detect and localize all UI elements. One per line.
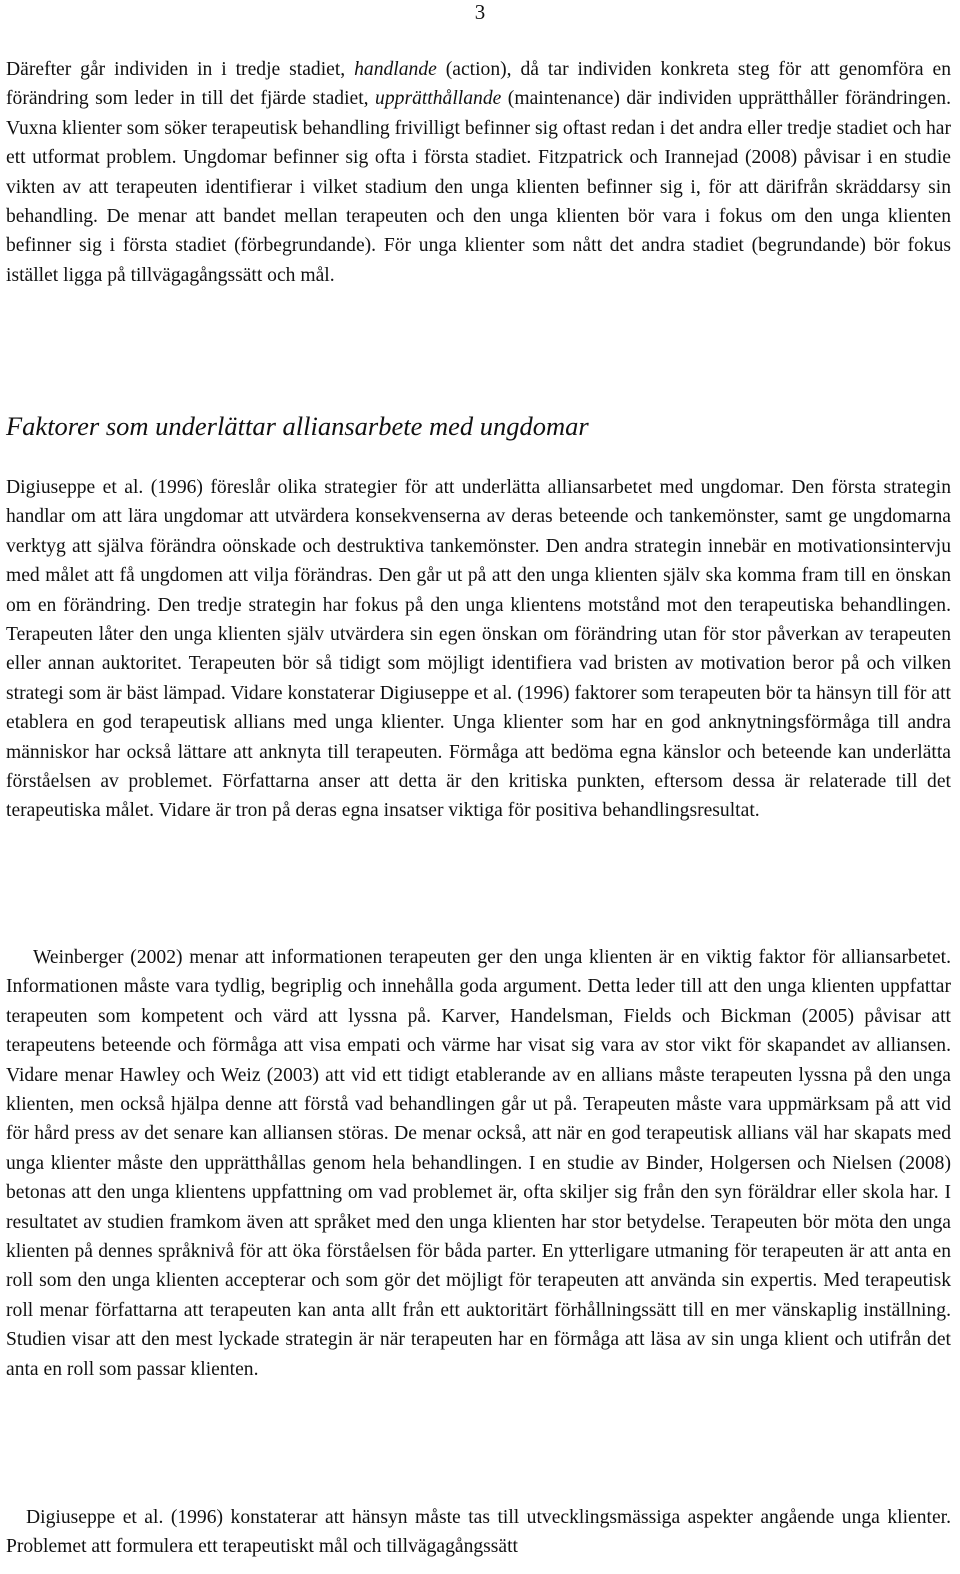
paragraph-information: Weinberger (2002) menar att informationen terapeuten ger den unga klienten är en viktig faktor för alliansarbetet. Informationen måste vara tydlig, begriplig och innehålla goda argument. Detta leder till att den unga klienten uppfattar terapeuten som kompetent och värd att lyssna på. Karver, Handelsman, Fields och Bickman (2005) påvisar att terapeutens beteende och förmåga att visa empati och värme har visat sig vara av stor vikt för skapandet av alliansen. Vidare menar Hawley och Weiz (2003) att vid ett tidigt etablerande av en allians måste terapeuten lyssna på den unga klienten, men också hjälpa denne att förstå vad behandlingen går ut på. Terapeuten måste vara uppmärksam på att vid för hård press av det senare kan alliansen störas. De menar också, att när en god terapeutisk allians väl har skapats med unga klienter måste den upprätthållas genom hela behandlingen. I en studie av Binder, Holgersen och Nielsen (2008) betonas att den unga klientens uppfattning om vad problemet är, ofta skiljer sig från den syn föräldrar eller skola har. I resultatet av studien framkom även att språket med den unga klienten har stor betydelse. Terapeuten bör möta den unga klienten på dennes språknivå för att öka förståelsen för båda parter. En ytterligare utmaning för terapeuten är att anta en roll som den unga klienten accepterar och som gör det möjligt för terapeuten att använda sin expertis. Med terapeutisk roll menar författarna att terapeuten kan anta allt från ett auktoritärt förhållningssätt till en mer vänskaplig inställning. Studien visar att den mest lyckade strategin är när terapeuten har en förmåga att läsa av sin unga klient och utifrån det anta en roll som passar klienten. — [6, 947, 951, 1380]
page-number: 3 — [474, 0, 486, 24]
term-uppratthallande: upprätthållande — [375, 88, 502, 110]
paragraph-text: (maintenance) där individen upprätthåller förändringen. Vuxna klienter som söker terapeutisk behandling frivilligt befinner sig oftast redan i det andra eller tredje stadiet och har ett utformat problem. Ungdomar befinner sig ofta i första stadiet. Fitzpatrick och Irannejad (2008) påvisar i en studie vikten av att terapeuten identifierar i vilket stadium den unga klienten befinner sig i, för att därifrån skräddarsy sin behandling. De menar att bandet mellan terapeuten och den unga klienten bör vara i fokus om den unga klienten befinner sig i första stadiet (förbegrundandе). För unga klienter som nått det andra stadiet (begrundande) bör fokus istället ligga på tillvägagångssätt och mål. — [6, 88, 951, 286]
term-handlande: handlande — [354, 59, 437, 80]
paragraph-stages — [6, 55, 951, 290]
paragraph-text: (action), då tar individen konkreta steg för att genomföra en förändring som leder in till det fjärde stadiet, — [6, 59, 951, 110]
section-heading: Faktorer som underlättar alliansarbete med ungdomar — [6, 411, 589, 441]
paragraph-text: Därefter går individen in i tredje stadiet, — [6, 59, 355, 80]
paragraph-strategies: Digiuseppe et al. (1996) föreslår olika strategier för att underlätta alliansarbetet med ungdomar. Den första strategin handlar om att lära ungdomar att utvärdera konsekvenserna av deras beteende och tankemönster, samt ge ungdomarna verktyg att själva förändra oönskade och destruktiva tankemönster. Den andra strategin innebär en motivationsintervju med målet att få ungdomen att vilja förändras. Den går ut på att den unga klienten själv ska komma fram till en önskan om en förändring. Den tredje strategin har fokus på den unga klientens motstånd mot den terapeutiska behandlingen. Terapeuten låter den unga klienten själv utvärdera sin egen önskan om förändring utan för stor påverkan av terapeuten eller annan auktoritet. Terapeuten bör så tidigt som möjligt identifiera vad bristen av motivation beror på och vilken strategi som är bäst lämpad. Vidare konstaterar Digiuseppe et al. (1996) faktorer som terapeuten bör ta hänsyn till för att etablera en god terapeutisk allians med unga klienter. Unga klienter som har en god anknytningsförmåga till andra människor har också lättare att anknyta till terapeuten. Förmåga att bedöma egna känslor och beteende kan underlätta förståelsen av problemet. Författarna anser att detta är den kritiska punkten, eftersom dessa är relaterade till det terapeutiska målet. Vidare är tron på deras egna insatser viktiga för positiva behandlingsresultat. — [6, 477, 951, 822]
paragraph-developmental-aspects: Digiuseppe et al. (1996) konstaterar att hänsyn måste tas till utvecklingsmässiga aspekter angående unga klienter. Problemet att formulera ett terapeutiskt mål och tillvägagångssätt — [6, 1507, 951, 1558]
